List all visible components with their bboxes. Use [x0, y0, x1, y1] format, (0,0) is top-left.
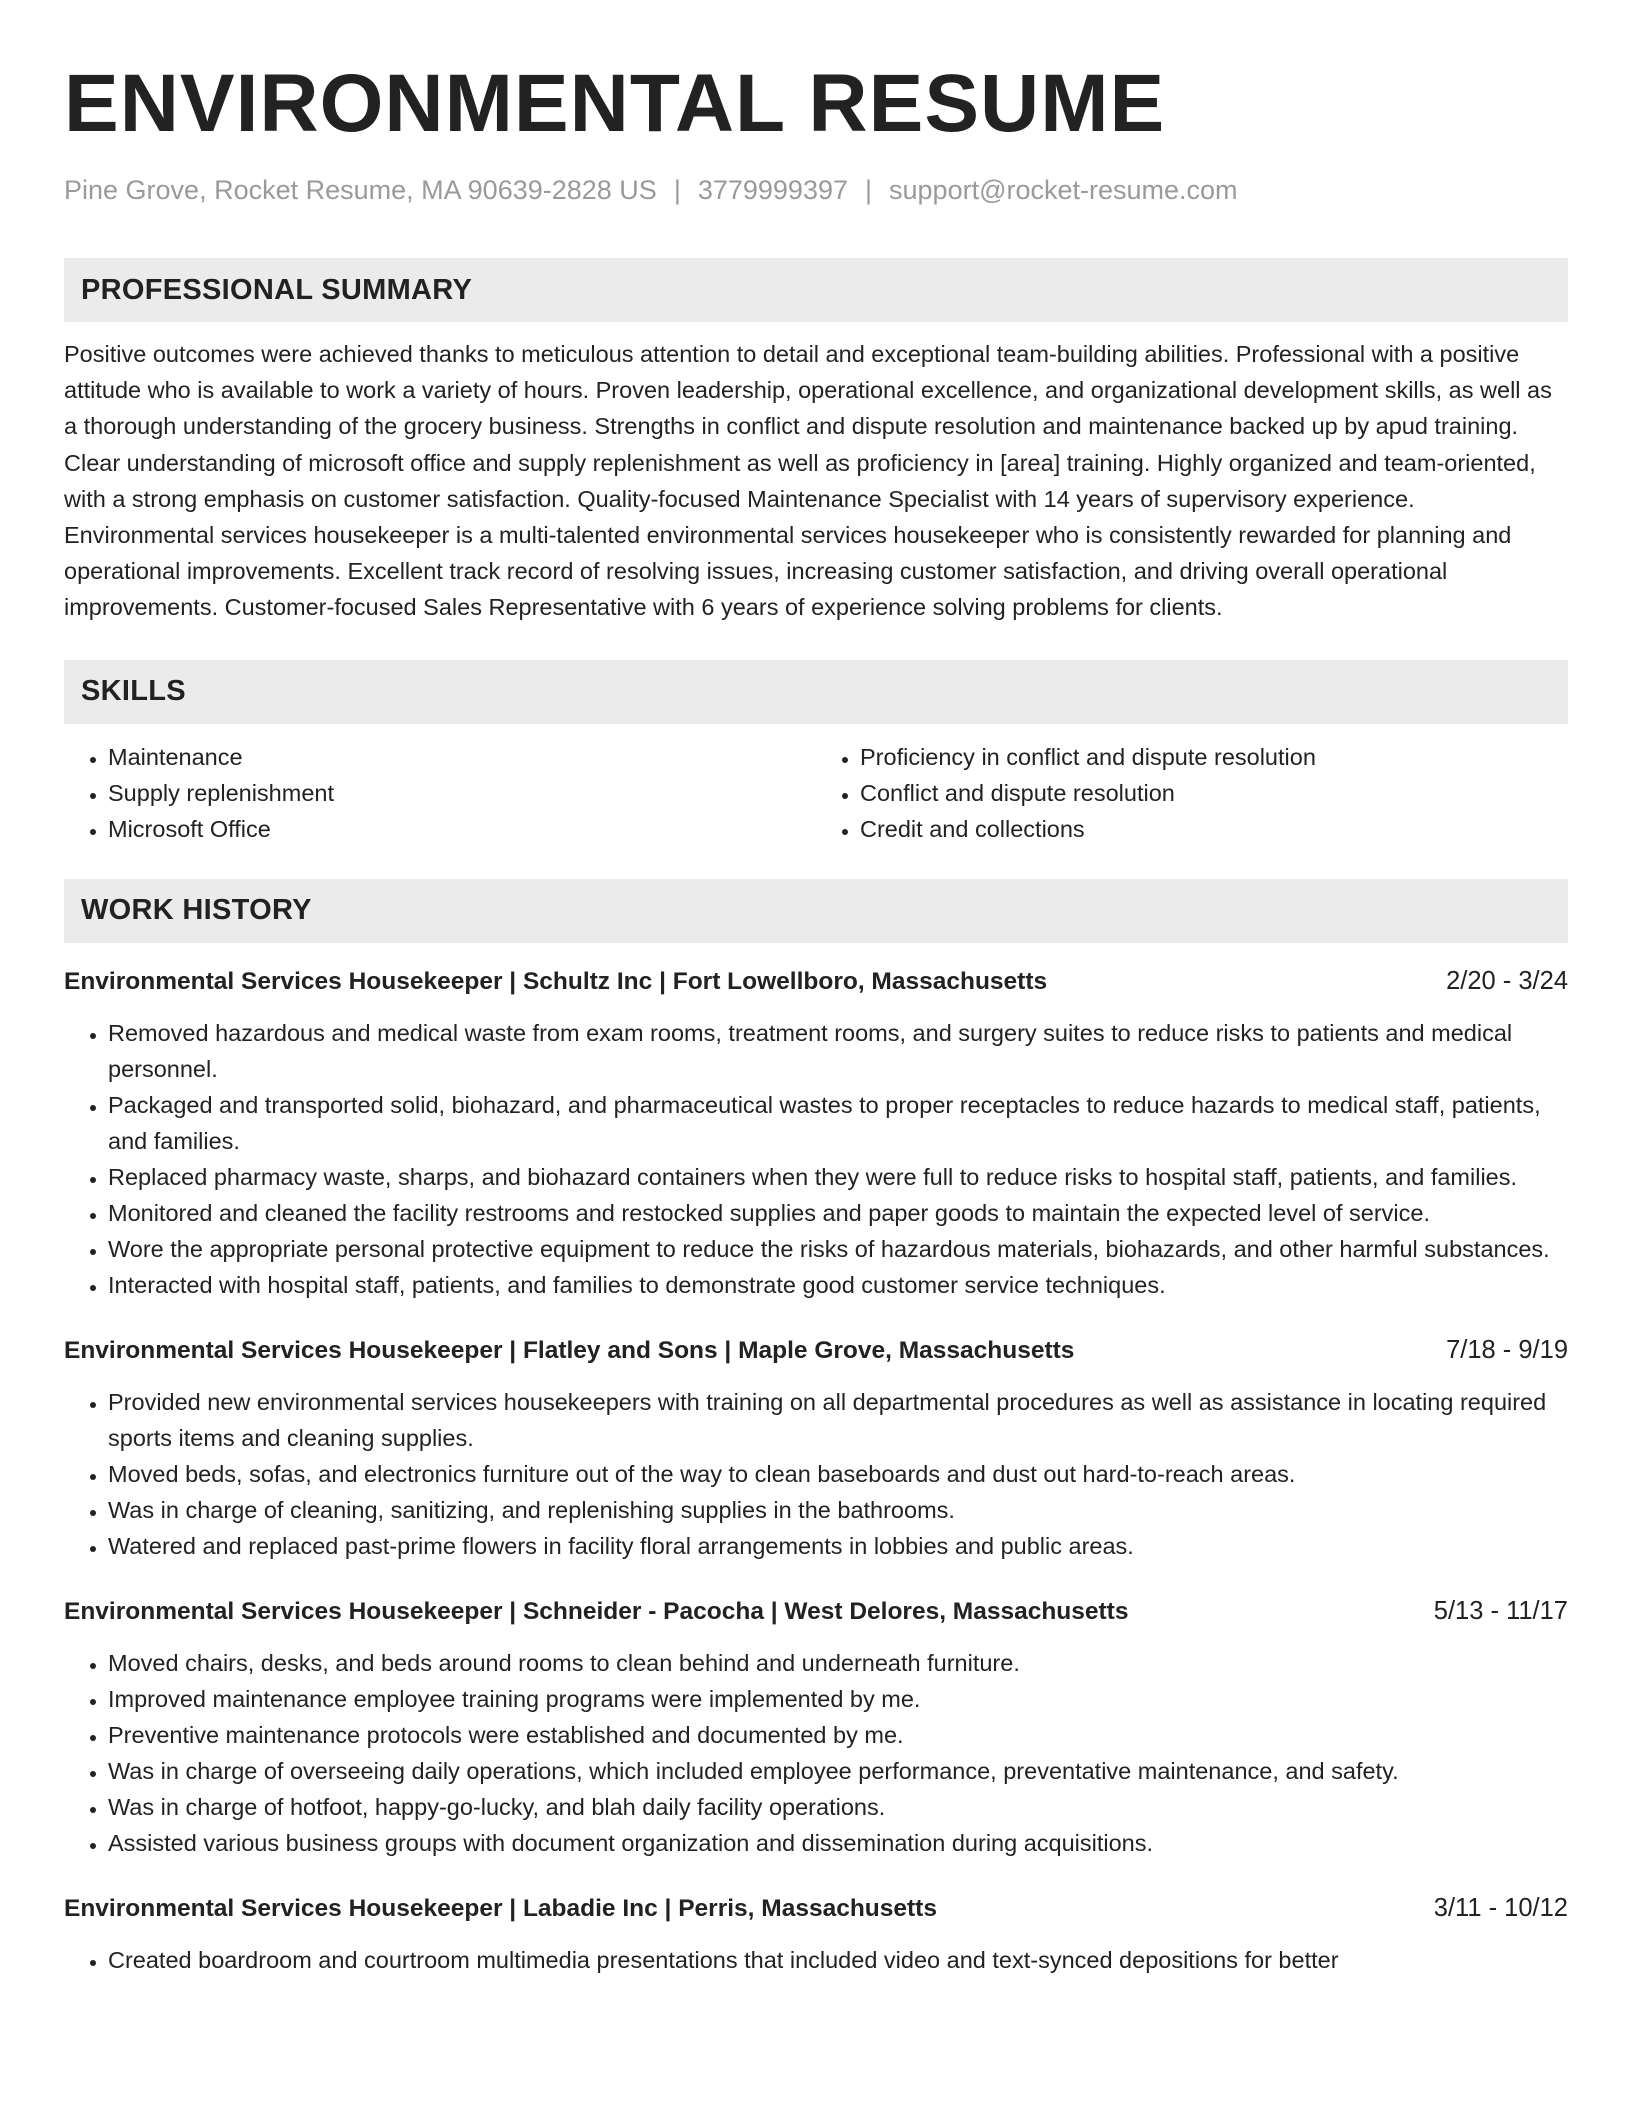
job-bullet: • Was in charge of cleaning, sanitizing, and replenishing supplies in the bathrooms.: [108, 1492, 1568, 1528]
work-history-section-header: WORK HISTORY: [64, 879, 1568, 943]
contact-address: Pine Grove, Rocket Resume, MA 90639-2828 US: [64, 175, 657, 205]
job-bullets: [64, 1015, 1568, 1303]
job-bullets: [64, 1384, 1568, 1564]
job-entry: [64, 1890, 1568, 1978]
job-bullet: • Improved maintenance employee training programs were implemented by me.: [108, 1681, 1568, 1717]
job-entry: [64, 1593, 1568, 1861]
contact-separator: |: [673, 175, 681, 205]
contact-phone: 3779999397: [697, 175, 848, 205]
job-title: Environmental Services Housekeeper | Schultz Inc | Fort Lowellboro, Massachusetts: [64, 967, 1048, 995]
skills-column-right: [816, 739, 1568, 847]
job-dates: 3/11 - 10/12: [1433, 1893, 1568, 1922]
summary-text: Positive outcomes were achieved thanks to meticulous attention to detail and exceptional team-building abilities. Professional with a positive attitude who is available to work a variety of hours. Proven leadership, operational excellence, and organizational development skills, as well as a thorough understanding of the grocery business. Strengths in conflict and dispute resolution and maintenance backed up by apud training. Clear understanding of microsoft office and supply replenishment as well as proficiency in [area] training. Highly organized and team-oriented, with a strong emphasis on customer satisfaction. Quality-focused Maintenance Specialist with 14 years of supervisory experience. Environmental services housekeeper is a multi-talented environmental services housekeeper who is consistently rewarded for planning and operational improvements. Excellent track record of resolving issues, increasing customer satisfaction, and driving overall operational improvements. Customer-focused Sales Representative with 6 years of experience solving problems for clients.: [64, 341, 1552, 621]
job-title: Environmental Services Housekeeper | Schneider - Pacocha | West Delores, Massachusetts: [64, 1597, 1129, 1625]
contact-line: [64, 172, 1568, 208]
job-bullet: • Removed hazardous and medical waste from exam rooms, treatment rooms, and surgery suites to reduce risks to patients and medical personnel.: [108, 1015, 1568, 1087]
contact-email[interactable]: support@rocket-resume.com: [889, 175, 1238, 205]
job-bullet: • Monitored and cleaned the facility restrooms and restocked supplies and paper goods to maintain the expected level of service.: [108, 1195, 1568, 1231]
skills-column-left: [64, 739, 816, 847]
job-bullet: • Was in charge of overseeing daily operations, which included employee performance, preventative maintenance, and safety.: [108, 1753, 1568, 1789]
job-header: [64, 1593, 1568, 1630]
job-entry: [64, 963, 1568, 1303]
job-header: [64, 963, 1568, 1000]
skill-item: • Supply replenishment: [108, 775, 816, 811]
skills-list: [64, 739, 1568, 847]
skill-item: • Conflict and dispute resolution: [860, 775, 1568, 811]
job-bullets: [64, 1942, 1568, 1978]
skills-section-header: SKILLS: [64, 660, 1568, 724]
skill-item: • Credit and collections: [860, 811, 1568, 847]
job-dates: 7/18 - 9/19: [1446, 1335, 1568, 1364]
job-bullets: [64, 1645, 1568, 1861]
job-dates: 2/20 - 3/24: [1446, 966, 1568, 995]
job-bullet: • Wore the appropriate personal protective equipment to reduce the risks of hazardous materials, biohazards, and other harmful substances.: [108, 1231, 1568, 1267]
skill-item: • Maintenance: [108, 739, 816, 775]
job-bullet: • Assisted various business groups with document organization and dissemination during acquisitions.: [108, 1825, 1568, 1861]
job-bullet: • Packaged and transported solid, biohazard, and pharmaceutical wastes to proper receptacles to reduce hazards to medical staff, patients, and families.: [108, 1087, 1568, 1159]
job-title: Environmental Services Housekeeper | Labadie Inc | Perris, Massachusetts: [64, 1894, 937, 1922]
job-header: [64, 1890, 1568, 1927]
job-bullet: • Was in charge of hotfoot, happy-go-lucky, and blah daily facility operations.: [108, 1789, 1568, 1825]
job-title: Environmental Services Housekeeper | Flatley and Sons | Maple Grove, Massachusetts: [64, 1336, 1075, 1364]
resume-name: ENVIRONMENTAL RESUME: [64, 58, 1166, 149]
job-bullet: • Replaced pharmacy waste, sharps, and biohazard containers when they were full to reduce risks to hospital staff, patients, and families.: [108, 1159, 1568, 1195]
job-bullet: • Created boardroom and courtroom multimedia presentations that included video and text-synced depositions for better: [108, 1942, 1568, 1978]
job-bullet: • Moved chairs, desks, and beds around rooms to clean behind and underneath furniture.: [108, 1645, 1568, 1681]
contact-separator: |: [865, 175, 873, 205]
job-bullet: • Interacted with hospital staff, patients, and families to demonstrate good customer service techniques.: [108, 1267, 1568, 1303]
summary-section-header: PROFESSIONAL SUMMARY: [64, 258, 1568, 322]
job-dates: 5/13 - 11/17: [1433, 1596, 1568, 1625]
skill-item: • Proficiency in conflict and dispute resolution: [860, 739, 1568, 775]
job-bullet: • Watered and replaced past-prime flowers in facility floral arrangements in lobbies and public areas.: [108, 1528, 1568, 1564]
job-bullet: • Provided new environmental services housekeepers with training on all departmental procedures as well as assistance in locating required sports items and cleaning supplies.: [108, 1384, 1568, 1456]
job-header: [64, 1332, 1568, 1369]
job-bullet: • Preventive maintenance protocols were established and documented by me.: [108, 1717, 1568, 1753]
job-bullet: • Moved beds, sofas, and electronics furniture out of the way to clean baseboards and dust out hard-to-reach areas.: [108, 1456, 1568, 1492]
skill-item: • Microsoft Office: [108, 811, 816, 847]
resume-page: [64, 56, 1568, 1978]
job-entry: [64, 1332, 1568, 1564]
